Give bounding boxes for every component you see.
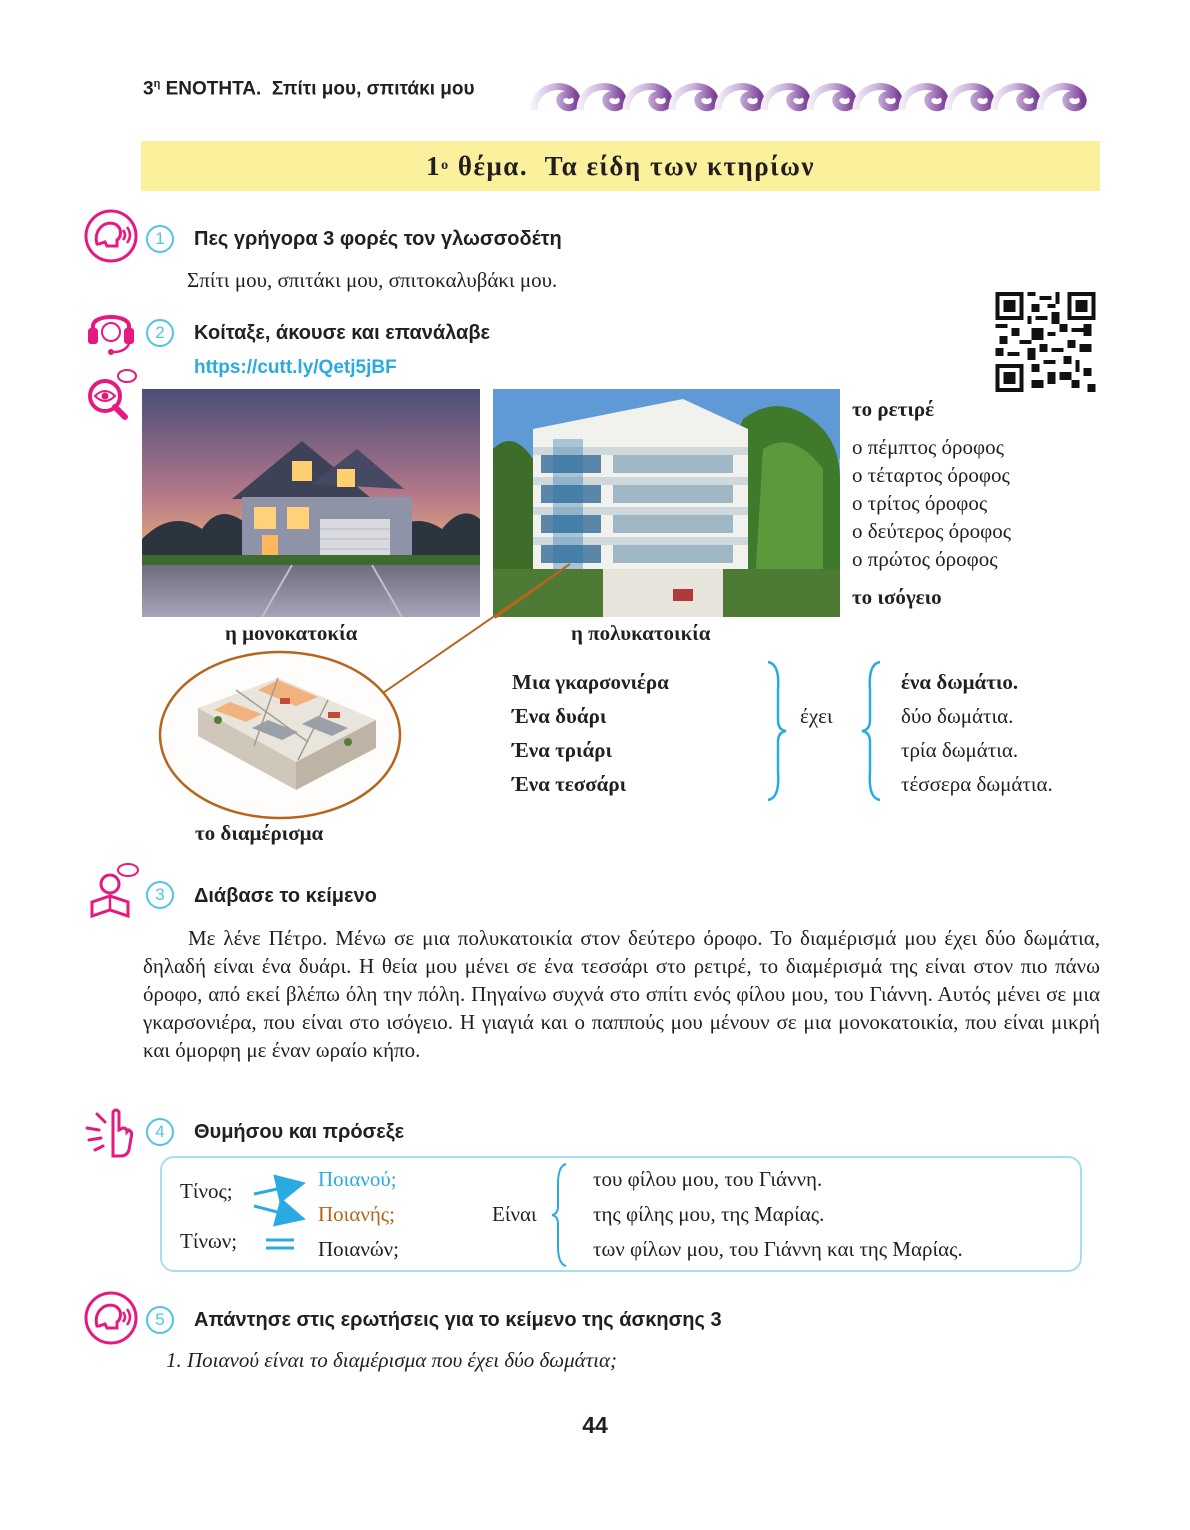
reading-passage: Με λένε Πέτρο. Μένω σε μια πολυκατοικία στον δεύτερο όροφο. Το διαμέρισμά μου έχει δύο δωμάτια, δηλαδή είναι ένα δυάρι. Η θεία μου μένει σε ένα τεσσάρι στο ρετιρέ, το διαμέρισμά της είναι στον πιο πάνω όροφο, από εκεί βλέπω όλη την πόλη. Πηγαίνω συχνά στο σπίτι ενός φίλου μου, του Γιάννη. Αυτός μένει σε μια γκαρσονιέρα, που είναι στο ισόγειο. Η γιαγιά και ο παππούς μου μένουν σε μια μονοκατοικία, που είναι μικρή και όμορφη με έναν ωραίο κήπο. (143, 926, 1100, 1062)
topic-number: 1 (426, 150, 442, 181)
apartment-type-subjects (512, 665, 669, 801)
unit-label: ΕΝΟΤΗΤΑ. (165, 78, 262, 100)
exercise-1-number: 1 (146, 225, 174, 253)
greek-wave-decoration (530, 76, 1102, 118)
arrows-diagram (250, 1172, 310, 1262)
question-singular: Τίνος; (180, 1179, 233, 1203)
caption-detached-house: η μονοκατοκία (225, 621, 358, 645)
apartment-type: Ένα τεσσάρι (512, 772, 627, 796)
attention-icon (83, 1104, 139, 1160)
exercise-3-number: 3 (146, 881, 174, 909)
left-brace (860, 660, 884, 802)
floor-item: ο πρώτος όροφος (852, 547, 998, 571)
topic-banner (141, 141, 1100, 191)
exercise-1-title: Πες γρήγορα 3 φορές τον γλωσσοδέτη (194, 228, 562, 250)
speaking-icon (83, 1290, 139, 1346)
apartment-type: Μια γκαρσονιέρα (512, 670, 669, 694)
exercise-2-number: 2 (146, 319, 174, 347)
question-1: 1. Ποιανού είναι το διαμέρισμα που έχει δύο δωμάτια; (166, 1348, 618, 1372)
headphones-icon (83, 300, 139, 356)
answer-masculine: του φίλου μου, του Γιάννη. (593, 1167, 823, 1191)
tongue-twister: Σπίτι μου, σπιτάκι μου, σπιτοκαλυβάκι μου. (187, 268, 558, 292)
form-plural: Ποιανών; (318, 1237, 399, 1261)
exercise-3-title: Διάβασε το κείμενο (194, 885, 377, 907)
room-count: ένα δωμάτιο. (901, 670, 1019, 694)
apartment-type: Ένα δυάρι (512, 704, 607, 728)
caption-apartment-building: η πολυκατοικία (571, 621, 711, 645)
room-count: τέσσερα δωμάτια. (901, 772, 1053, 796)
topic-number-superscript: ο (441, 158, 450, 173)
page-number: 44 (582, 1412, 608, 1438)
question-plural: Τίνων; (180, 1229, 238, 1253)
unit-superscript: η (153, 78, 161, 90)
floor-penthouse: το ρετιρέ (852, 397, 935, 421)
speaking-icon (83, 208, 139, 264)
exercise-4-number: 4 (146, 1118, 174, 1146)
reading-icon (86, 862, 142, 918)
exercise-2-title: Κοίταξε, άκουσε και επανάλαβε (194, 322, 491, 344)
exercise-4-title: Θυμήσου και πρόσεξε (194, 1121, 405, 1143)
unit-name: Σπίτι μου, σπιτάκι μου (271, 78, 475, 100)
form-masculine: Ποιανού; (318, 1167, 397, 1191)
exercise-5-number: 5 (146, 1306, 174, 1334)
look-icon (83, 366, 139, 422)
floor-item: ο τέταρτος όροφος (852, 463, 1010, 487)
room-count: τρία δωμάτια. (901, 738, 1019, 762)
topic-title: Τα είδη των κτηρίων (544, 150, 815, 181)
room-counts (901, 665, 1053, 801)
answer-feminine: της φίλης μου, της Μαρίας. (593, 1202, 825, 1226)
floor-item: ο δεύτερος όροφος (852, 519, 1012, 543)
apartment-type: Ένα τριάρι (512, 738, 613, 762)
floor-item: ο πέμπτος όροφος (852, 435, 1004, 459)
qr-code-icon[interactable] (995, 292, 1096, 392)
exercise-5-title: Απάντησε στις ερωτήσεις για το κείμενο της άσκησης 3 (194, 1309, 722, 1331)
floors-list (852, 395, 1011, 611)
apartment-floorplan-illustration (158, 650, 402, 820)
unit-number: 3 (143, 78, 154, 100)
caption-apartment: το διαμέρισμα (195, 821, 324, 845)
form-feminine: Ποιανής; (318, 1202, 395, 1226)
floor-ground: το ισόγειο (852, 585, 942, 609)
verb-has: έχει (800, 704, 833, 728)
floor-item: ο τρίτος όροφος (852, 491, 988, 515)
unit-title (143, 78, 475, 100)
right-brace (764, 660, 788, 802)
topic-label: θέμα. (457, 150, 529, 181)
verb-is: Είναι (492, 1202, 537, 1226)
room-count: δύο δωμάτια. (901, 704, 1014, 728)
answers-brace (550, 1162, 570, 1268)
answer-plural: των φίλων μου, του Γιάννη και της Μαρίας. (593, 1237, 963, 1261)
audio-link[interactable]: https://cutt.ly/Qetj5jBF (194, 357, 397, 378)
